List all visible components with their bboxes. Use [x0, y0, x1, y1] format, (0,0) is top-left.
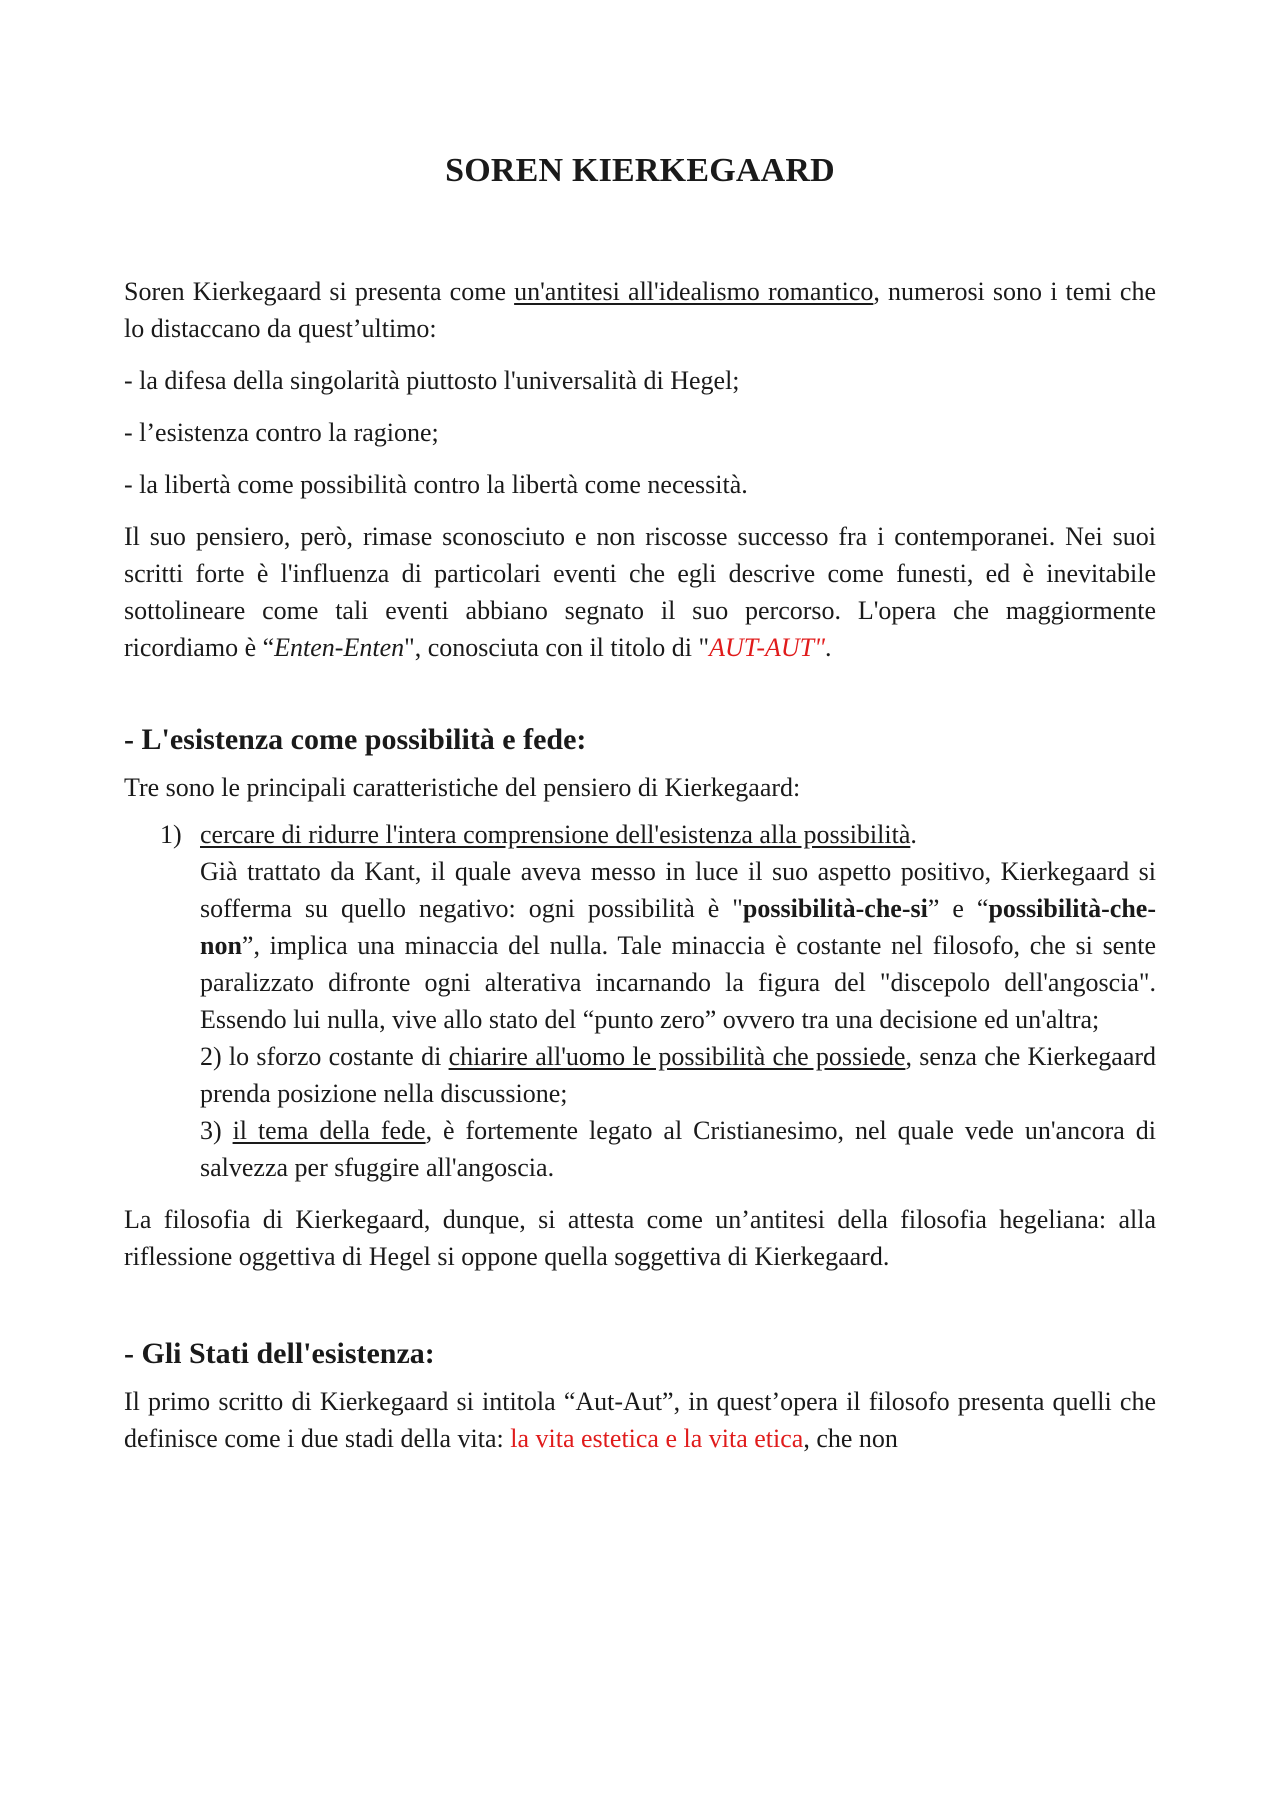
section-heading-stages: - Gli Stati dell'esistenza: [124, 1337, 435, 1370]
item1-bold-term-1: possibilità-che-si [742, 894, 928, 923]
highlighted-stages-text: la vita estetica e la vita etica [510, 1424, 804, 1453]
intro-p2-text: Il suo pensiero, però, rimase sconosciuto e non riscosse successo fra i contemporanei. Nei suoi scritti forte è l'influenza di particolari eventi che egli descrive come funesti, ed è inevitabile sottolineare come tali eventi abbiano segnato il suo percorso. L'opera che maggiormente ricordiamo è “ [124, 522, 1156, 662]
intro-underlined-text: un'antitesi all'idealismo romantico [514, 277, 874, 306]
intro-p2-end: . [825, 633, 832, 662]
section1-conclusion: La filosofia di Kierkegaard, dunque, si attesta come un’antitesi della filosofia hegeliana: alla riflessione oggettiva di Hegel si oppone quella soggettiva di Kierkegaard. [124, 1205, 1156, 1271]
page-title: SOREN KIERKEGAARD [445, 152, 835, 189]
item2-underlined: chiarire all'uomo le possibilità che possiede [448, 1042, 906, 1071]
section2-text-a: Il primo scritto di Kierkegaard si intitola “Aut-Aut”, in quest’opera il filosofo presenta quelli che definisce come i due stadi della vita: [124, 1387, 1156, 1453]
intro-paragraph [124, 273, 1156, 347]
item1-body-c: ” e “ [927, 894, 989, 923]
item1-underlined: cercare di ridurre l'intera comprensione dell'esistenza alla possibilità [200, 820, 911, 849]
intro-list-item: - la difesa della singolarità piuttosto l'universalità di Hegel; [124, 366, 740, 395]
item3-underlined: il tema della fede [232, 1116, 426, 1145]
work-title-italic: Enten-Enten [274, 633, 405, 662]
item1-body-d: ”, implica una minaccia del nulla. Tale minaccia è costante nel filosofo, che si sente paralizzato difronte ogni alterativa incarnando la figura del "discepolo dell'angoscia". Essendo lui nulla, vive allo stato del “punto zero” ovvero tra una decisione ed un'altra; [200, 931, 1156, 1034]
characteristic-item-1 [124, 816, 1156, 1186]
item1-bold-term-2: possibilità-che-non [200, 894, 1157, 960]
aut-aut-title: AUT-AUT" [709, 633, 826, 662]
intro-p2-text-b: ", conosciuta con il titolo di " [404, 633, 710, 662]
section-heading-existence: - L'esistenza come possibilità e fede: [124, 723, 587, 756]
intro-text-b: , numerosi sono i temi che lo distaccano da quest’ultimo: [124, 277, 1156, 343]
item1-period: . [910, 820, 917, 849]
list-number: 1) [160, 820, 182, 849]
item2-text-b: , senza che Kierkegaard prenda posizione nella discussione; [200, 1042, 1157, 1108]
item3-text: 3) [200, 1116, 233, 1145]
characteristics-list [124, 816, 1156, 1186]
intro-paragraph-2 [124, 518, 1156, 666]
item1-body: Già trattato da Kant, il quale aveva messo in luce il suo aspetto positivo, Kierkegaard si sofferma su quello negativo: ogni possibilità è " [200, 857, 1156, 923]
section1-lead: Tre sono le principali caratteristiche del pensiero di Kierkegaard: [124, 773, 801, 802]
intro-list-item: - l’esistenza contro la ragione; [124, 418, 439, 447]
item2-text: 2) lo sforzo costante di [200, 1042, 449, 1071]
intro-list-item: - la libertà come possibilità contro la libertà come necessità. [124, 470, 748, 499]
section2-text-b: , che non [803, 1424, 898, 1453]
section2-paragraph [124, 1383, 1156, 1457]
intro-text-a: Soren Kierkegaard si presenta come [124, 277, 515, 306]
item3-text-b: , è fortemente legato al Cristianesimo, nel quale vede un'ancora di salvezza per sfuggire all'angoscia. [200, 1116, 1156, 1182]
